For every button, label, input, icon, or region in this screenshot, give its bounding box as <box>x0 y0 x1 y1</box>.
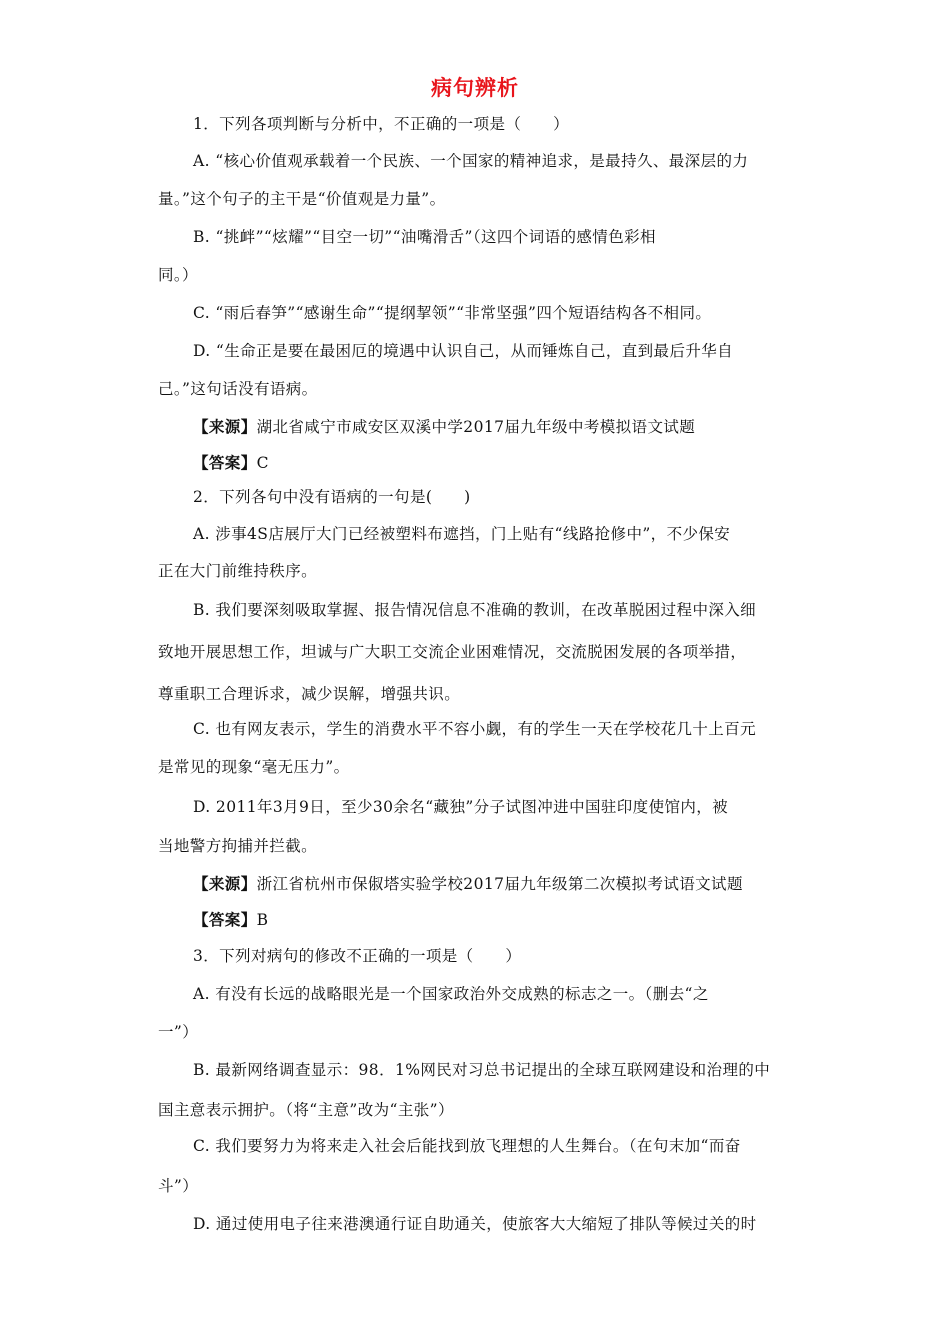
q1-option-d-line1: D. “生命正是要在最困厄的境遇中认识自己，从而锤炼自己，直到最后升华自 <box>193 342 734 360</box>
q1-source-label: 【来源】 <box>193 417 257 436</box>
document-title: 病句辨析 <box>431 76 519 100</box>
q2-option-c-line2: 是常见的现象“毫无压力”。 <box>158 758 350 776</box>
q1-stem: 1．下列各项判断与分析中，不正确的一项是（ ） <box>193 115 569 133</box>
q1-option-d-line2: 己。”这句话没有语病。 <box>158 380 318 398</box>
q2-source-label: 【来源】 <box>193 874 257 893</box>
q1-answer-label: 【答案】 <box>193 453 257 472</box>
q1-option-b-line2: 同。） <box>158 266 198 284</box>
q2-source-text: 浙江省杭州市保俶塔实验学校2017届九年级第二次模拟考试语文试题 <box>256 875 743 893</box>
q2-stem: 2．下列各句中没有语病的一句是( ) <box>193 488 471 506</box>
q2-option-a-line2: 正在大门前维持秩序。 <box>158 562 318 580</box>
q2-option-a-line1: A. 涉事4S店展厅大门已经被塑料布遮挡，门上贴有“线路抢修中”，不少保安 <box>193 525 731 543</box>
q2-option-b-line3: 尊重职工合理诉求，减少误解，增强共识。 <box>158 685 461 703</box>
q2-answer <box>193 910 268 930</box>
q2-option-b-line1: B. 我们要深刻吸取掌握、报告情况信息不准确的教训，在改革脱困过程中深入细 <box>193 601 757 619</box>
q3-option-c-line1: C. 我们要努力为将来走入社会后能找到放飞理想的人生舞台。（在句末加“而奋 <box>193 1137 741 1155</box>
q1-answer-value: C <box>256 454 269 472</box>
q1-option-c: C. “雨后春笋”“感谢生命”“提纲挈领”“非常坚强”四个短语结构各不相同。 <box>193 304 712 322</box>
q1-option-a-line1: A. “核心价值观承载着一个民族、一个国家的精神追求，是最持久、最深层的力 <box>193 152 749 170</box>
q2-source <box>193 874 743 894</box>
q3-option-a-line1: A. 有没有长远的战略眼光是一个国家政治外交成熟的标志之一。（删去“之 <box>193 985 709 1003</box>
q2-option-c-line1: C. 也有网友表示，学生的消费水平不容小觑，有的学生一天在学校花几十上百元 <box>193 720 756 738</box>
q3-option-b-line1: B. 最新网络调查显示：98．1%网民对习总书记提出的全球互联网建设和治理的中 <box>193 1061 771 1079</box>
q2-option-d-line1: D. 2011年3月9日，至少30余名“藏独”分子试图冲进中国驻印度使馆内，被 <box>193 798 729 816</box>
q3-option-b-line2: 国主意表示拥护。（将“主意”改为“主张”） <box>158 1101 454 1119</box>
q2-option-d-line2: 当地警方拘捕并拦截。 <box>158 837 318 855</box>
q1-option-a-line2: 量。”这个句子的主干是“价值观是力量”。 <box>158 190 446 208</box>
q3-option-d-line1: D. 通过使用电子往来港澳通行证自助通关，使旅客大大缩短了排队等候过关的时 <box>193 1215 757 1233</box>
q2-answer-label: 【答案】 <box>193 910 257 929</box>
q3-option-a-line2: 一”） <box>158 1023 199 1041</box>
q1-answer <box>193 453 269 473</box>
q1-source <box>193 417 695 437</box>
q2-answer-value: B <box>256 911 269 929</box>
q2-option-b-line2: 致地开展思想工作，坦诚与广大职工交流企业困难情况，交流脱困发展的各项举措， <box>158 643 747 661</box>
q3-stem: 3．下列对病句的修改不正确的一项是（ ） <box>193 947 522 965</box>
q1-source-text: 湖北省咸宁市咸安区双溪中学2017届九年级中考模拟语文试题 <box>256 418 696 436</box>
q1-option-b-line1: B. “挑衅”“炫耀”“目空一切”“油嘴滑舌”（这四个词语的感情色彩相 <box>193 228 656 246</box>
q3-option-c-line2: 斗”） <box>158 1177 199 1195</box>
